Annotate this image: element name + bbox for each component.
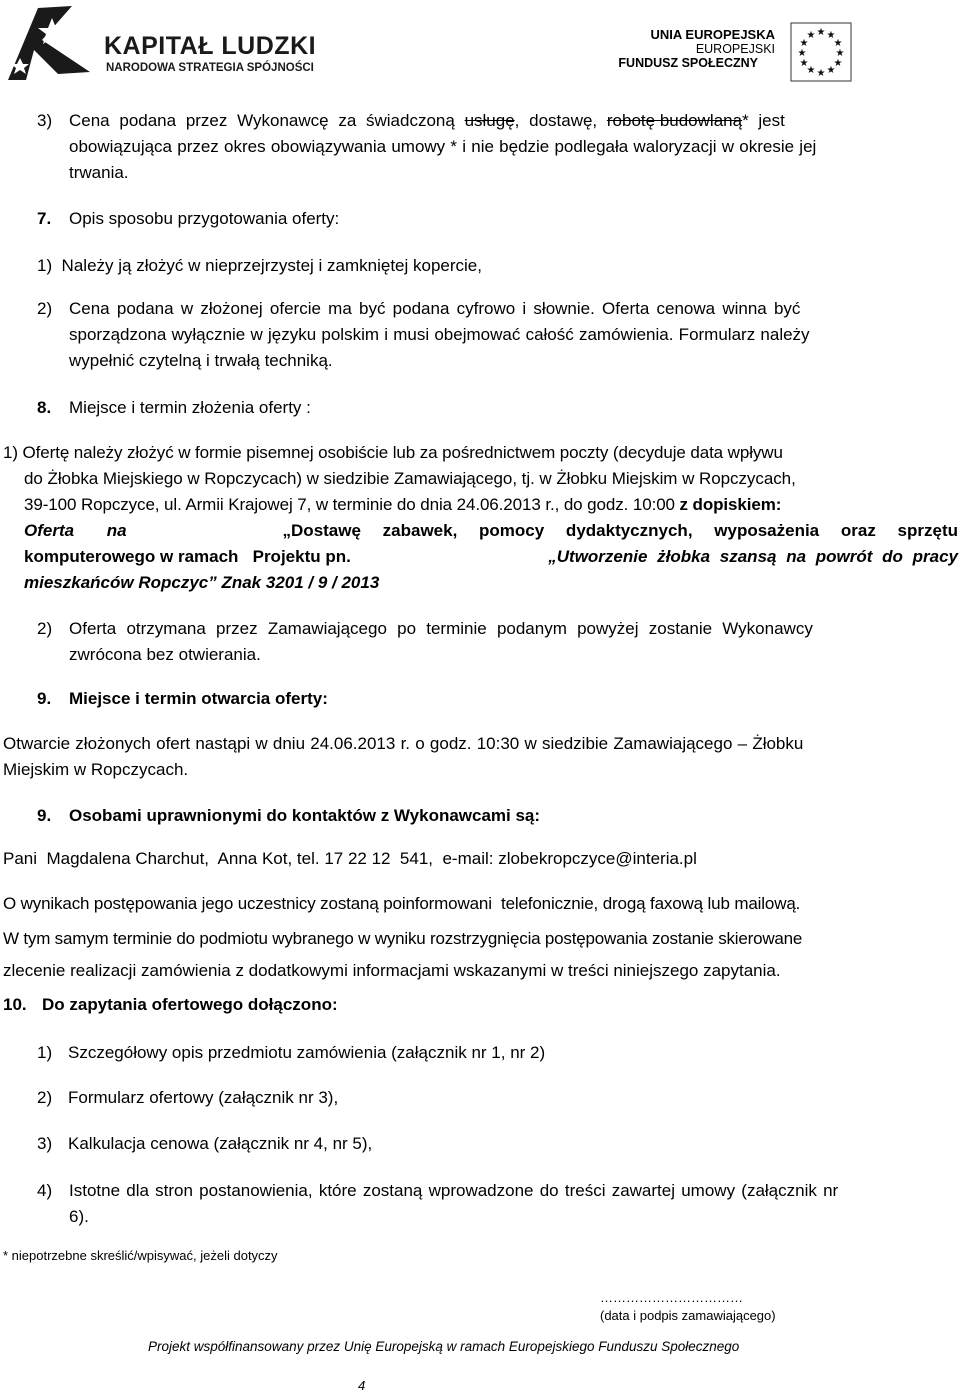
svg-text:★: ★: [826, 65, 836, 76]
attachment-item-4-l1: Istotne dla stron postanowienia, które zostaną wprowadzone do treści zawartej umowy (załącznik nr: [69, 1181, 839, 1200]
attachment-item-4-num: 4): [37, 1181, 53, 1200]
svg-text:★: ★: [806, 30, 816, 41]
section-8-item-1-l1: 1) Ofertę należy złożyć w formie pisemnej osobiście lub za pośrednictwem poczty (decyduje data wpływu: [3, 443, 783, 462]
section-9b-title: Osobami uprawnionymi do kontaktów z Wykonawcami są:: [69, 806, 541, 825]
eu-line3: FUNDUSZ SPOŁECZNY: [618, 56, 758, 70]
section-9a-l1: Otwarcie złożonych ofert nastąpi w dniu 24.06.2013 r. o godz. 10:30 w siedzibie Zamawiającego – Żłobku: [3, 734, 804, 753]
section-7-item-2-l2: sporządzona wyłącznie w języku polskim i musi obejmować całość zamówienia. Formularz należy: [69, 325, 810, 344]
attachment-item-2: 2) Formularz ofertowy (załącznik nr 3),: [37, 1088, 339, 1107]
svg-text:★: ★: [806, 65, 816, 76]
section-9a-title: Miejsce i termin otwarcia oferty:: [69, 689, 328, 708]
logo-title: KAPITAŁ LUDZKI: [104, 32, 317, 60]
section-8-item-1-l2: do Żłobka Miejskiego w Ropczycach) w siedzibie Zamawiającego, tj. w Żłobku Miejskim w Ropczycach,: [24, 469, 796, 488]
section-8-item-1-l6: mieszkańców Ropczyc” Znak 3201 / 9 / 2013: [24, 573, 380, 592]
kapital-ludzki-emblem-icon: [0, 0, 100, 84]
section-7-item-1: 1) Należy ją złożyć w nieprzejrzystej i zamkniętej kopercie,: [37, 256, 482, 275]
section-10-num: 10.: [3, 995, 27, 1014]
section-7-item-2-l1: Cena podana w złożonej ofercie ma być podana cyfrowo i słownie. Oferta cenowa winna być: [69, 299, 801, 318]
attachment-item-4-l2: 6).: [69, 1207, 89, 1226]
section-8-item-2-num: 2): [37, 619, 53, 638]
page-number: 4: [358, 1378, 366, 1393]
strike-service: usługę: [464, 111, 515, 130]
section-9a-l2: Miejskim w Ropczycach.: [3, 760, 189, 779]
svg-text:★: ★: [833, 38, 843, 49]
attachment-item-1: 1) Szczegółowy opis przedmiotu zamówienia (załącznik nr 1, nr 2): [37, 1043, 546, 1062]
clause-3-line1: 3) Cena podana przez Wykonawcę za świadczoną usługę, dostawę, robotę budowlaną* jest: [37, 111, 785, 130]
svg-text:★: ★: [799, 38, 809, 49]
svg-text:★: ★: [835, 48, 845, 59]
selection-l1: W tym samym terminie do podmiotu wybranego w wyniku rozstrzygnięcia postępowania zostanie skierowane: [3, 929, 803, 948]
strike-construction: robotę budowlaną: [606, 111, 743, 130]
eu-stars-icon: [790, 22, 852, 82]
section-8-item-2-l1: Oferta otrzymana przez Zamawiającego po terminie podanym powyżej zostanie Wykonawcy: [69, 619, 813, 638]
selection-l2: zlecenie realizacji zamówienia z dodatkowymi informacjami wskazanymi w treści niniejszego zapytania.: [3, 961, 781, 980]
kapital-ludzki-logo: [0, 0, 330, 84]
section-9a-num: 9.: [37, 689, 52, 708]
svg-text:★: ★: [816, 68, 826, 79]
section-9b-num: 9.: [37, 806, 52, 825]
section-7-item-2-l3: wypełnić czytelną i trwałą techniką.: [69, 351, 333, 370]
attachment-item-3: 3) Kalkulacja cenowa (załącznik nr 4, nr 5),: [37, 1134, 373, 1153]
signature-dots: ……………………………: [600, 1290, 743, 1305]
section-8-item-1-l5: komputerowego w ramach Projektu pn. „Utworzenie żłobka szansą na powrót do pracy: [24, 547, 958, 566]
footnote: * niepotrzebne skreślić/wpisywać, jeżeli dotyczy: [3, 1248, 278, 1263]
section-7-num: 7.: [37, 209, 52, 228]
svg-text:★: ★: [797, 48, 807, 59]
signature-label: (data i podpis zamawiającego): [600, 1308, 776, 1323]
eu-line2: EUROPEJSKI: [695, 42, 775, 56]
logo-subtitle: NARODOWA STRATEGIA SPÓJNOŚCI: [106, 62, 314, 74]
section-10-title: Do zapytania ofertowego dołączono:: [42, 995, 338, 1014]
section-8-num: 8.: [37, 398, 52, 417]
svg-text:★: ★: [816, 27, 826, 38]
svg-text:★: ★: [799, 58, 809, 69]
svg-text:★: ★: [833, 58, 843, 69]
section-7-item-2-num: 2): [37, 299, 53, 318]
footer-text: Projekt współfinansowany przez Unię Europejską w ramach Europejskiego Funduszu Społecznego: [148, 1339, 740, 1354]
svg-text:★: ★: [826, 30, 836, 41]
clause-3-line3: trwania.: [69, 163, 129, 182]
section-8-item-2-l2: zwrócona bez otwierania.: [69, 645, 261, 664]
section-8-item-1-l4: Oferta na „Dostawę zabawek, pomocy dydaktycznych, wyposażenia oraz sprzętu: [24, 521, 958, 540]
info-line: O wynikach postępowania jego uczestnicy zostaną poinformowani telefonicznie, drogą faxową lub mailową.: [3, 894, 801, 913]
section-8-item-1-l3: 39-100 Ropczyce, ul. Armii Krajowej 7, w terminie do dnia 24.06.2013 r., do godz. 10:00 z dopiskiem:: [24, 495, 782, 514]
contact-line: Pani Magdalena Charchut, Anna Kot, tel. 17 22 12 541, e-mail: zlobekropczyce@interia.pl: [3, 849, 697, 868]
eu-logo: [618, 22, 950, 82]
section-8-title: Miejsce i termin złożenia oferty :: [69, 398, 311, 417]
clause-3-line2: obowiązująca przez okres obowiązywania umowy * i nie będzie podlegała waloryzacji w okresie jej: [69, 137, 817, 156]
section-7-title: Opis sposobu przygotowania oferty:: [69, 209, 340, 228]
eu-line1: UNIA EUROPEJSKA: [650, 27, 775, 42]
